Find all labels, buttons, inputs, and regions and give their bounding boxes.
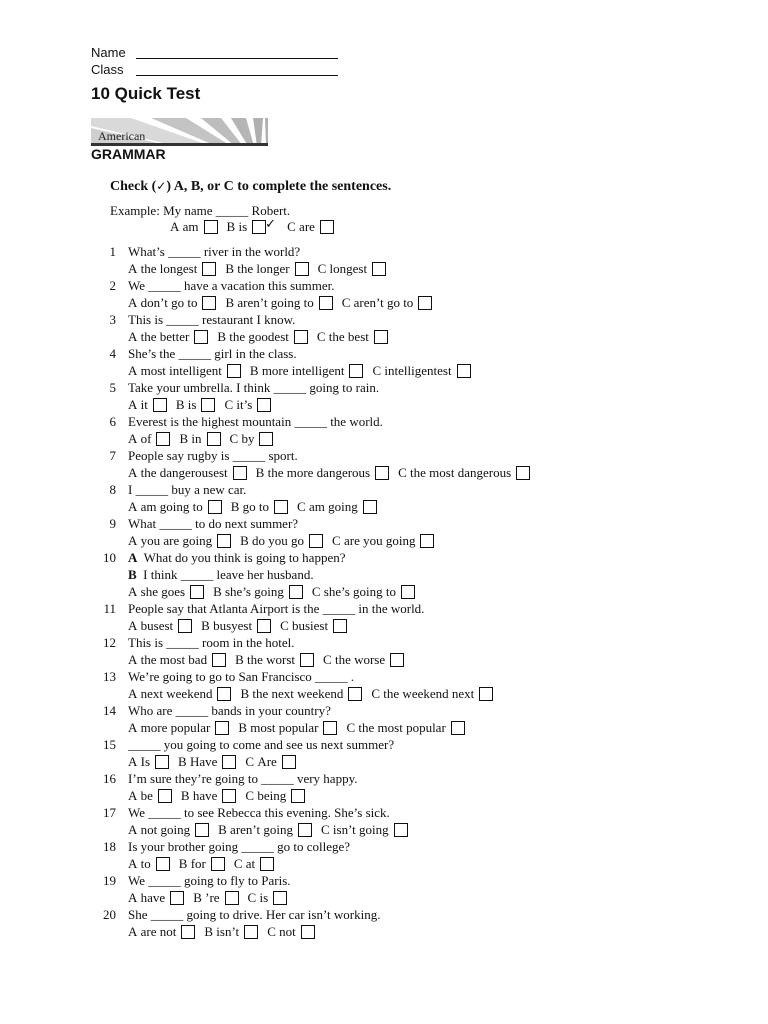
- option-letter: B: [179, 430, 189, 446]
- option-checkbox[interactable]: [349, 364, 363, 378]
- option-checkbox[interactable]: [274, 500, 288, 514]
- question-number: 9: [109, 516, 116, 531]
- answer-options: [128, 396, 280, 413]
- answer-options: [128, 719, 474, 736]
- question-line: [92, 311, 295, 328]
- option-text: in: [191, 430, 202, 446]
- option-letter: C: [320, 821, 330, 837]
- option-checkbox[interactable]: [372, 262, 386, 276]
- option-letter: A: [128, 821, 138, 837]
- option-letter: C: [332, 532, 341, 548]
- option-checkbox[interactable]: [319, 296, 333, 310]
- example-options: [170, 219, 343, 235]
- option-text: don’t go to: [140, 294, 198, 310]
- option-letter: C: [323, 651, 332, 667]
- option-letter: B: [178, 855, 188, 871]
- option-text: it’s: [236, 396, 253, 412]
- option-checkbox[interactable]: [516, 466, 530, 480]
- question-line: [92, 243, 300, 260]
- question-text: Take your umbrella. I think _____ going to rain.: [128, 380, 380, 395]
- option-letter: C: [341, 294, 351, 310]
- option-letter: C: [346, 719, 356, 735]
- option-letter: B: [217, 328, 227, 344]
- question-number: 13: [103, 669, 116, 684]
- option-letter: C: [245, 787, 255, 803]
- question-number: 15: [103, 737, 116, 752]
- option-letter: B: [235, 651, 244, 667]
- option-letter: C: [224, 396, 234, 412]
- option-text: be: [140, 787, 153, 803]
- question-text: People say rugby is _____ sport.: [128, 448, 298, 463]
- option-checkbox[interactable]: [158, 789, 172, 803]
- question-number: 3: [109, 312, 116, 327]
- option-checkbox[interactable]: [194, 330, 208, 344]
- option-text: for: [190, 855, 206, 871]
- option-letter: A: [128, 260, 138, 276]
- option-checkbox[interactable]: [257, 398, 271, 412]
- option-text: she’s going to: [323, 583, 397, 599]
- option-checkbox[interactable]: [202, 262, 216, 276]
- answer-options: [128, 821, 417, 838]
- option-text: the longer: [237, 260, 290, 276]
- option-text: being: [257, 787, 287, 803]
- answer-options: [128, 294, 441, 311]
- option-checkbox[interactable]: [401, 585, 415, 599]
- name-field[interactable]: [91, 45, 338, 60]
- option-text: Is: [140, 753, 151, 769]
- option-checkbox[interactable]: [170, 891, 184, 905]
- option-letter: C: [316, 328, 326, 344]
- option-checkbox[interactable]: [217, 687, 231, 701]
- option-text: the longest: [140, 260, 198, 276]
- answer-options: [128, 328, 397, 345]
- option-text: she’s going: [224, 583, 284, 599]
- question-number: 6: [109, 414, 116, 429]
- option-letter: C: [398, 464, 407, 480]
- option-text: aren’t going: [230, 821, 293, 837]
- option-letter: B: [238, 719, 247, 735]
- option-letter: A: [128, 923, 138, 939]
- question-number: 12: [103, 635, 116, 650]
- option-letter: C: [233, 855, 243, 871]
- option-text: the next weekend: [252, 685, 344, 701]
- option-letter: B: [240, 532, 249, 548]
- option-text: the best: [328, 328, 369, 344]
- option-checkbox[interactable]: [260, 857, 274, 871]
- class-label: Class: [91, 62, 124, 77]
- option-checkbox[interactable]: [451, 721, 465, 735]
- option-letter: C: [317, 260, 327, 276]
- option-letter: A: [128, 498, 138, 514]
- option-text: not going: [140, 821, 191, 837]
- option-letter: A: [170, 219, 180, 234]
- instructions-prefix: Check (: [110, 179, 157, 194]
- option-checkbox[interactable]: [294, 330, 308, 344]
- question-text: _____ you going to come and see us next summer?: [128, 737, 395, 752]
- option-checkbox[interactable]: [348, 687, 362, 701]
- option-text: the worse: [334, 651, 386, 667]
- option-text: busyest: [213, 617, 253, 633]
- option-checkbox[interactable]: [181, 925, 195, 939]
- option-text: have: [140, 889, 166, 905]
- option-checkbox[interactable]: [363, 500, 377, 514]
- logo-text: American: [98, 129, 146, 143]
- answer-options: [128, 583, 424, 600]
- question-line: [92, 872, 291, 889]
- option-checkbox[interactable]: [259, 432, 273, 446]
- option-text: more intelligent: [261, 362, 345, 378]
- answer-options: [128, 889, 296, 906]
- option-text: the most popular: [358, 719, 446, 735]
- option-checkbox[interactable]: [227, 364, 241, 378]
- option-checkbox[interactable]: [222, 755, 236, 769]
- option-text: busiest: [291, 617, 329, 633]
- option-text: you are going: [140, 532, 213, 548]
- option-checkbox[interactable]: [301, 925, 315, 939]
- question-text: What do you think is going to happen?: [143, 550, 346, 565]
- option-checkbox[interactable]: [153, 398, 167, 412]
- option-checkbox[interactable]: [178, 619, 192, 633]
- question-line: [92, 549, 346, 566]
- option-text: by: [241, 430, 255, 446]
- option-text: to: [140, 855, 151, 871]
- question-number: 17: [103, 805, 116, 820]
- question-text: She _____ going to drive. Her car isn’t working.: [128, 907, 381, 922]
- answer-options: [128, 498, 386, 515]
- option-checkbox[interactable]: [309, 534, 323, 548]
- option-letter: C: [245, 753, 255, 769]
- option-checkbox[interactable]: [225, 891, 239, 905]
- option-letter: A: [128, 294, 138, 310]
- option-checkbox[interactable]: [155, 755, 169, 769]
- option-text: it: [140, 396, 148, 412]
- option-text: isn’t: [216, 923, 240, 939]
- answer-options: [128, 923, 324, 940]
- option-checkbox[interactable]: [394, 823, 408, 837]
- option-letter: A: [128, 651, 138, 667]
- option-checkbox[interactable]: [195, 823, 209, 837]
- name-label: Name: [91, 45, 126, 60]
- option-text: the most bad: [140, 651, 208, 667]
- question-text: Is your brother going _____ go to college?: [128, 839, 351, 854]
- option-text: longest: [329, 260, 368, 276]
- option-checkbox-checked[interactable]: [252, 220, 266, 234]
- option-checkbox[interactable]: [257, 619, 271, 633]
- option-letter: C: [267, 923, 276, 939]
- option-checkbox[interactable]: [418, 296, 432, 310]
- instructions-suffix: ) A, B, or C to complete the sentences.: [166, 179, 392, 194]
- question-text: What _____ to do next summer?: [128, 516, 299, 531]
- option-letter: A: [128, 328, 138, 344]
- option-letter: B: [180, 787, 190, 803]
- question-number: 2: [109, 278, 116, 293]
- option-checkbox[interactable]: [375, 466, 389, 480]
- question-text: People say that Atlanta Airport is the _____ in the world.: [128, 601, 425, 616]
- question-text: This is _____ room in the hotel.: [128, 635, 295, 650]
- question-line: [92, 600, 424, 617]
- question-line: [92, 804, 390, 821]
- option-letter: B: [225, 294, 235, 310]
- class-line[interactable]: [136, 63, 338, 76]
- question-number: 8: [109, 482, 116, 497]
- option-text: Are: [257, 753, 277, 769]
- option-checkbox[interactable]: [156, 432, 170, 446]
- speaker-label: A: [128, 550, 138, 565]
- question-text: We _____ to see Rebecca this evening. She’s sick.: [128, 805, 390, 820]
- option-text: do you go: [252, 532, 305, 548]
- option-text: the better: [140, 328, 190, 344]
- name-line[interactable]: [136, 46, 338, 59]
- option-checkbox[interactable]: [291, 789, 305, 803]
- option-text: is: [259, 889, 269, 905]
- question-line: [92, 379, 379, 396]
- question-line: [92, 668, 354, 685]
- question-text: Everest is the highest mountain _____ the world.: [128, 414, 383, 429]
- question-number: 10: [103, 550, 116, 565]
- checkmark-icon: ✓: [156, 179, 167, 193]
- option-letter: A: [128, 396, 138, 412]
- option-letter: A: [128, 464, 138, 480]
- question-text: What’s _____ river in the world?: [128, 244, 301, 259]
- option-checkbox[interactable]: [208, 500, 222, 514]
- question-line: [92, 736, 394, 753]
- speaker-label: B: [128, 567, 137, 582]
- answer-options: [128, 260, 395, 277]
- question-number: 18: [103, 839, 116, 854]
- option-checkbox[interactable]: [244, 925, 258, 939]
- answer-options: [128, 787, 314, 804]
- option-checkbox[interactable]: [201, 398, 215, 412]
- option-letter: B: [230, 498, 240, 514]
- example-sentence: Example: My name _____ Robert.: [110, 203, 291, 218]
- option-text: am going to: [140, 498, 203, 514]
- option-checkbox[interactable]: [202, 296, 216, 310]
- option-text: the weekend next: [383, 685, 475, 701]
- option-letter: C: [247, 889, 257, 905]
- question-line: [92, 413, 383, 430]
- option-text: more popular: [140, 719, 211, 735]
- question-text: I’m sure they’re going to _____ very happy.: [128, 771, 358, 786]
- option-text: go to: [242, 498, 270, 514]
- option-letter: C: [371, 685, 381, 701]
- question-line: [92, 906, 381, 923]
- option-letter: B: [226, 219, 236, 234]
- section-heading: GRAMMAR: [91, 146, 166, 162]
- option-text: the dangerousest: [140, 464, 228, 480]
- question-line: [92, 634, 294, 651]
- option-text: intelligentest: [384, 362, 452, 378]
- question-line: [92, 515, 298, 532]
- question-text: I _____ buy a new car.: [128, 482, 247, 497]
- answer-options: [128, 532, 443, 549]
- option-checkbox[interactable]: [212, 653, 226, 667]
- question-number: 16: [103, 771, 116, 786]
- option-text: is: [238, 219, 248, 234]
- question-line: [92, 702, 331, 719]
- option-letter: A: [128, 362, 138, 378]
- option-letter: A: [128, 719, 138, 735]
- option-letter: B: [218, 821, 227, 837]
- option-checkbox[interactable]: [207, 432, 221, 446]
- option-letter: B: [240, 685, 250, 701]
- question-number: 19: [103, 873, 116, 888]
- option-text: next weekend: [140, 685, 213, 701]
- option-checkbox[interactable]: [300, 653, 314, 667]
- option-text: isn’t going: [332, 821, 389, 837]
- option-checkbox[interactable]: [282, 755, 296, 769]
- option-text: ’re: [205, 889, 220, 905]
- option-text: have: [192, 787, 218, 803]
- option-text: am: [182, 219, 199, 234]
- answer-options: [128, 362, 480, 379]
- instructions: [110, 179, 391, 195]
- question-line: [92, 447, 298, 464]
- question-line: [92, 838, 350, 855]
- option-letter: C: [229, 430, 239, 446]
- question-number: 20: [103, 907, 116, 922]
- question-number: 7: [109, 448, 116, 463]
- question-number: 14: [103, 703, 116, 718]
- answer-options: [128, 855, 283, 872]
- option-letter: B: [193, 889, 202, 905]
- option-checkbox[interactable]: [420, 534, 434, 548]
- option-letter: C: [297, 498, 306, 514]
- option-text: busest: [140, 617, 174, 633]
- question-text: We _____ going to fly to Paris.: [128, 873, 291, 888]
- question-text: This is _____ restaurant I know.: [128, 312, 296, 327]
- class-field[interactable]: [91, 62, 338, 77]
- option-checkbox[interactable]: [333, 619, 347, 633]
- option-checkbox[interactable]: [273, 891, 287, 905]
- option-checkbox[interactable]: [156, 857, 170, 871]
- option-text: at: [245, 855, 256, 871]
- option-text: Have: [189, 753, 218, 769]
- option-text: are: [299, 219, 315, 234]
- option-letter: A: [128, 685, 138, 701]
- question-line: [92, 345, 297, 362]
- answer-options: [128, 685, 502, 702]
- option-text: are you going: [343, 532, 416, 548]
- option-checkbox[interactable]: [289, 585, 303, 599]
- option-checkbox[interactable]: [374, 330, 388, 344]
- answer-options: [128, 464, 539, 481]
- answer-options: [128, 753, 305, 770]
- option-letter: A: [128, 532, 138, 548]
- option-text: am going: [308, 498, 358, 514]
- option-letter: C: [287, 219, 296, 234]
- option-checkbox[interactable]: [390, 653, 404, 667]
- question-number: 5: [109, 380, 116, 395]
- option-checkbox[interactable]: [222, 789, 236, 803]
- option-letter: B: [255, 464, 265, 480]
- option-letter: B: [249, 362, 259, 378]
- question-line: [92, 770, 358, 787]
- option-text: the more dangerous: [267, 464, 371, 480]
- answer-options: [128, 617, 356, 634]
- question-line: [92, 566, 314, 583]
- option-checkbox[interactable]: [204, 220, 218, 234]
- option-letter: A: [128, 430, 138, 446]
- option-letter: A: [128, 855, 138, 871]
- question-text: She’s the _____ girl in the class.: [128, 346, 297, 361]
- option-text: is: [187, 396, 197, 412]
- option-checkbox[interactable]: [298, 823, 312, 837]
- question-text: Who are _____ bands in your country?: [128, 703, 331, 718]
- option-letter: C: [311, 583, 321, 599]
- option-letter: B: [201, 617, 210, 633]
- option-checkbox[interactable]: [320, 220, 334, 234]
- option-checkbox[interactable]: [479, 687, 493, 701]
- option-letter: B: [204, 923, 214, 939]
- option-text: are not: [140, 923, 177, 939]
- answer-options: [128, 651, 413, 668]
- option-letter: A: [128, 617, 138, 633]
- american-logo: [91, 118, 268, 146]
- option-text: most intelligent: [140, 362, 222, 378]
- option-checkbox[interactable]: [457, 364, 471, 378]
- option-letter: B: [175, 396, 185, 412]
- option-text: most popular: [250, 719, 319, 735]
- option-text: aren’t going to: [237, 294, 314, 310]
- question-number: 11: [103, 601, 116, 616]
- option-letter: A: [128, 787, 138, 803]
- question-text: I think _____ leave her husband.: [143, 567, 314, 582]
- option-letter: A: [128, 583, 138, 599]
- option-letter: C: [280, 617, 289, 633]
- option-checkbox[interactable]: [211, 857, 225, 871]
- option-letter: A: [128, 889, 138, 905]
- option-letter: C: [372, 362, 382, 378]
- question-line: [92, 277, 335, 294]
- option-checkbox[interactable]: [233, 466, 247, 480]
- page-title: 10 Quick Test: [91, 84, 201, 103]
- question-number: 1: [109, 244, 116, 259]
- option-letter: B: [213, 583, 222, 599]
- option-checkbox[interactable]: [215, 721, 229, 735]
- option-letter: B: [178, 753, 187, 769]
- question-line: [92, 481, 246, 498]
- option-checkbox[interactable]: [323, 721, 337, 735]
- option-text: the worst: [247, 651, 296, 667]
- option-letter: A: [128, 753, 138, 769]
- option-text: not: [279, 923, 296, 939]
- option-checkbox[interactable]: [295, 262, 309, 276]
- option-letter: B: [225, 260, 234, 276]
- option-checkbox[interactable]: [217, 534, 231, 548]
- question-text: We’re going to go to San Francisco _____ .: [128, 669, 355, 684]
- option-text: aren’t go to: [353, 294, 414, 310]
- option-text: the most dangerous: [410, 464, 512, 480]
- question-text: We _____ have a vacation this summer.: [128, 278, 335, 293]
- answer-options: [128, 430, 282, 447]
- option-checkbox[interactable]: [190, 585, 204, 599]
- option-text: of: [140, 430, 152, 446]
- question-number: 4: [109, 346, 116, 361]
- option-text: the goodest: [229, 328, 289, 344]
- option-text: she goes: [140, 583, 186, 599]
